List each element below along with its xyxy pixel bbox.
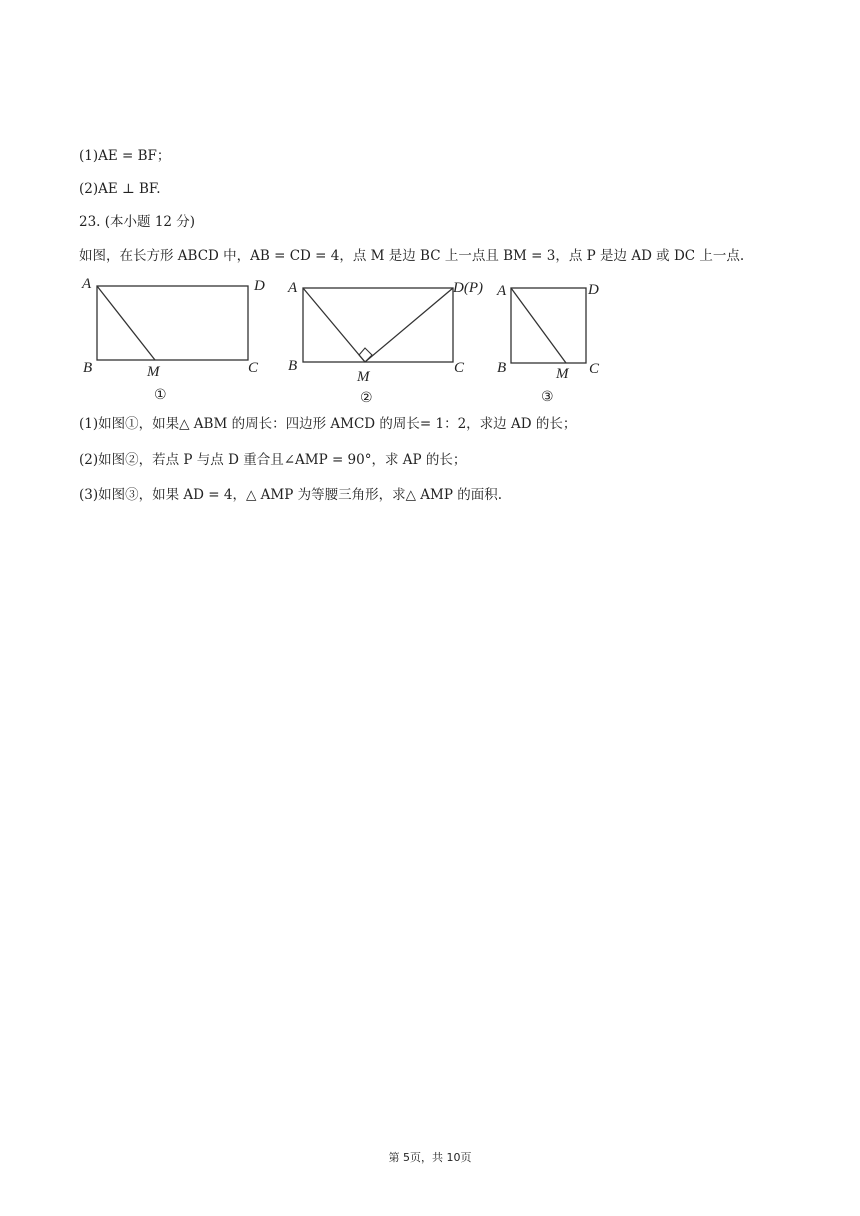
question-23-part-1: (1)如图①，如果△ ABM 的周长：四边形 AMCD 的周长= 1：2，求边 AD 的长；: [79, 416, 577, 432]
text-line-1: (1)AE = BF；: [79, 148, 171, 164]
figure-3-caption: ③: [541, 389, 554, 405]
figure-2-caption: ②: [360, 390, 373, 406]
label-b: B: [288, 358, 298, 374]
square-abcd: [511, 288, 586, 363]
page-footer: 第 5页，共 10页: [388, 1151, 472, 1164]
label-m: M: [357, 369, 370, 385]
label-c: C: [248, 360, 259, 376]
segment-am: [303, 288, 365, 362]
question-23-header: 23. (本小题 12 分): [79, 214, 196, 230]
question-23-stem: 如图，在长方形 ABCD 中，AB = CD = 4，点 M 是边 BC 上一点且 BM = 3，点 P 是边 AD 或 DC 上一点.: [79, 248, 745, 264]
figure-1: [80, 275, 270, 405]
label-d: D: [254, 278, 265, 294]
segment-mp: [365, 288, 453, 362]
label-b: B: [83, 360, 93, 376]
right-angle-mark: [359, 348, 372, 362]
rectangle-abcd: [97, 286, 248, 360]
figure-1-caption: ①: [154, 387, 167, 403]
question-23-part-2: (2)如图②，若点 P 与点 D 重合且∠AMP = 90°，求 AP 的长；: [79, 452, 467, 468]
label-m: M: [556, 366, 569, 382]
segment-am: [97, 286, 155, 360]
label-c: C: [454, 360, 465, 376]
label-m: M: [147, 364, 160, 380]
segment-am: [511, 288, 566, 363]
label-a: A: [82, 276, 92, 292]
label-c: C: [589, 361, 600, 377]
question-23-part-3: (3)如图③，如果 AD = 4，△ AMP 为等腰三角形，求△ AMP 的面积.: [79, 487, 503, 503]
label-a: A: [497, 283, 507, 299]
label-d: D: [588, 282, 599, 298]
figure-3: [495, 277, 615, 407]
label-d-p: D(P): [453, 280, 483, 296]
figure-2: [286, 277, 496, 407]
label-b: B: [497, 360, 507, 376]
text-line-2: (2)AE ⊥ BF.: [79, 181, 161, 197]
label-a: A: [288, 280, 298, 296]
